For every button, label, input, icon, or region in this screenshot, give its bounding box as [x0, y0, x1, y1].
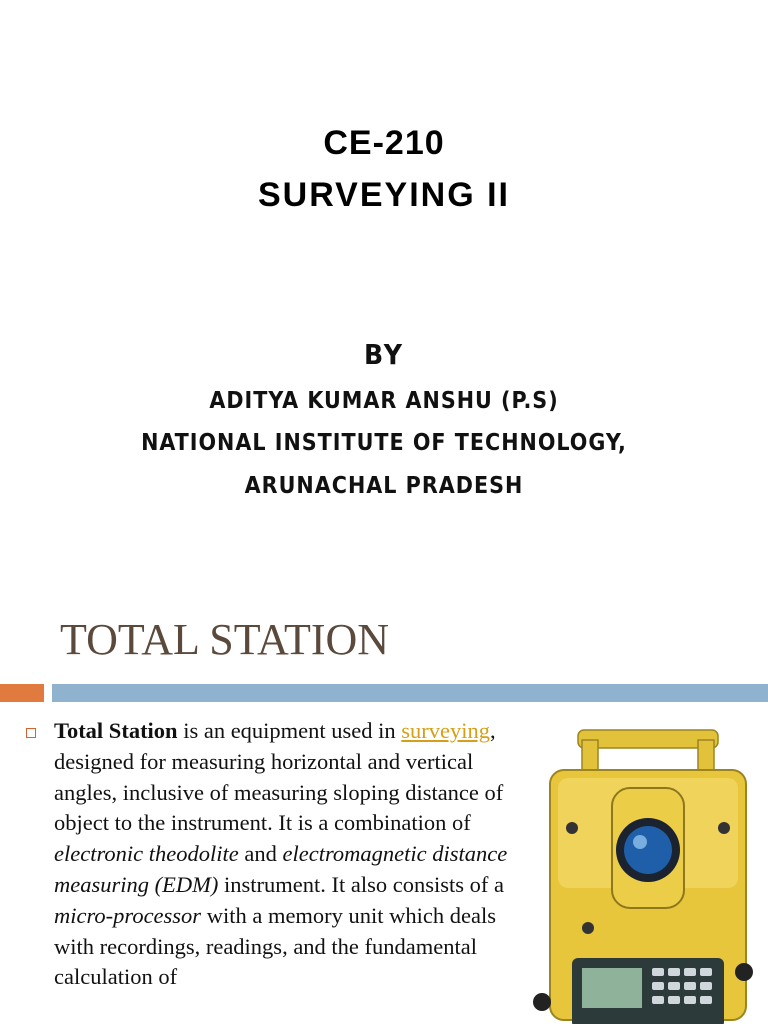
content-slide	[0, 580, 768, 1024]
italic-run: electromagnetic distance measuring (EDM)	[54, 841, 508, 897]
italic-run: electronic theodolite	[54, 841, 239, 867]
institute-location: ARUNACHAL PRADESH	[244, 473, 524, 499]
bullet-square-icon	[26, 728, 36, 738]
accent-bar-orange	[0, 684, 44, 702]
term-bold: Total Station	[54, 718, 178, 743]
accent-bar-blue	[52, 684, 768, 702]
text-run: and	[238, 841, 283, 867]
slide-title: TOTAL STATION	[60, 615, 390, 664]
author-name: ADITYA KUMAR ANSHU (P.S)	[209, 388, 559, 414]
surveying-link[interactable]: surveying	[401, 718, 491, 743]
by-label: BY	[364, 338, 404, 371]
total-station-photo	[528, 710, 758, 1024]
text-run: is an equipment used in	[177, 718, 402, 743]
course-title: SURVEYING II	[258, 176, 510, 214]
text-run: , designed for measuring horizontal and vertical angles, inclusive of measuring sloping distance of object to the instrument. It is a combination of	[54, 718, 504, 836]
institute-name: NATIONAL INSTITUTE OF TECHNOLOGY,	[141, 430, 627, 456]
italic-run: micro-processor	[54, 902, 202, 928]
text-run: instrument. It also consists of a	[218, 871, 504, 897]
course-code: CE-210	[323, 124, 445, 162]
text-run: with a memory unit which deals with recordings, readings, and the fundamental calculation of	[54, 902, 497, 990]
total-station-icon	[528, 710, 758, 1024]
bullet-paragraph	[54, 716, 514, 993]
